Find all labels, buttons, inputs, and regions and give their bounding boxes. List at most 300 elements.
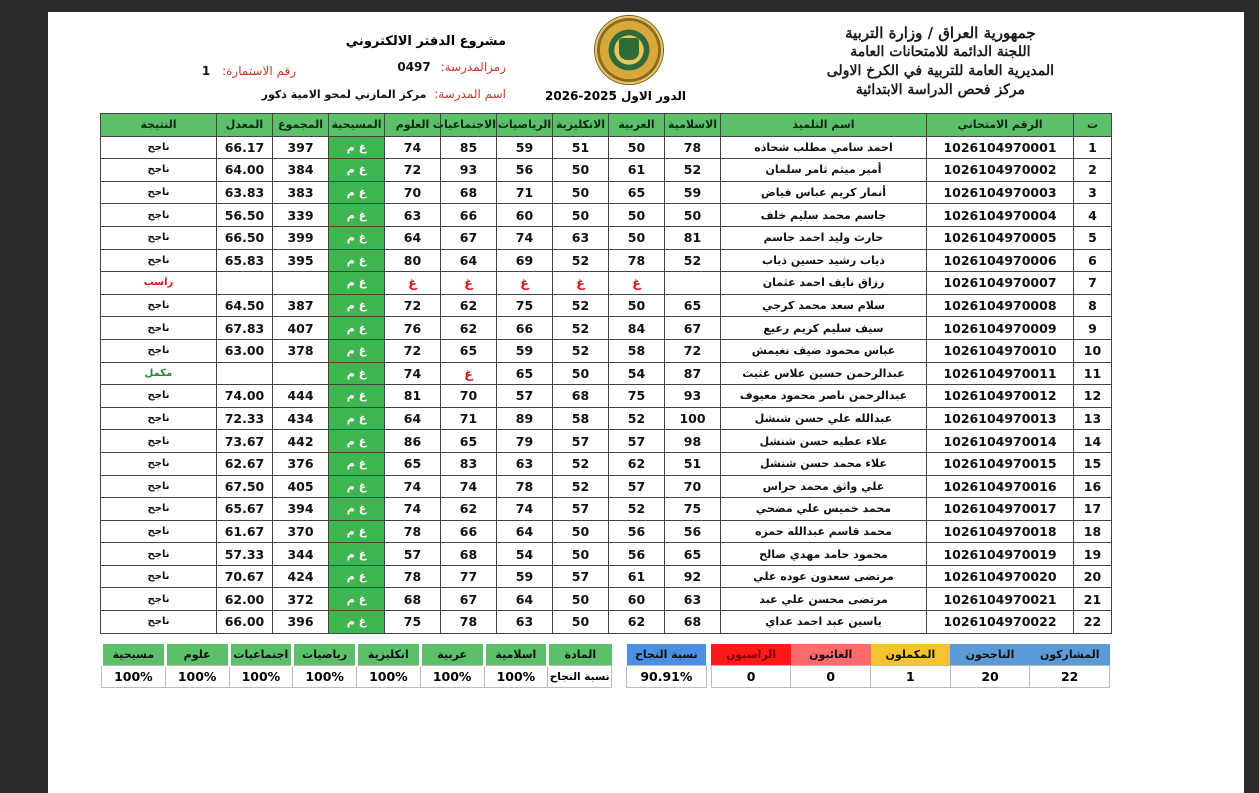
table-cell: 74.00 [217,385,273,408]
table-cell: ناجح [101,452,217,475]
table-cell: 71 [441,407,497,430]
table-cell: راسب [101,272,217,295]
table-cell: 1026104970015 [927,452,1074,475]
table-row [101,272,1112,295]
table-cell: 394 [273,498,329,521]
header-line-2: اللجنة الدائمة للامتحانات العامة [850,44,1031,60]
table-cell: غ [609,272,665,295]
table-cell: 22 [1074,611,1112,634]
table-cell: 65 [497,362,553,385]
table-cell: أنمار كريم عباس فياض [721,181,927,204]
subject-value: 100% [229,666,293,688]
table-cell: 75 [609,385,665,408]
table-cell: 66.17 [217,136,273,159]
table-cell: غ م [329,407,385,430]
table-cell: 52 [553,317,609,340]
table-cell: 75 [385,611,441,634]
table-cell: 1026104970010 [927,339,1074,362]
summary-header: الراسبون [711,644,791,666]
table-cell: 376 [273,452,329,475]
table-cell: 52 [553,475,609,498]
table-cell: 84 [609,317,665,340]
table-cell: 70 [665,475,721,498]
table-cell: 14 [1074,430,1112,453]
table-cell: 65 [385,452,441,475]
table-cell: 70.67 [217,565,273,588]
table-cell: 78 [385,520,441,543]
header-line-3: المديرية العامة للتربية في الكرخ الاولى [826,63,1054,79]
table-cell: 66 [497,317,553,340]
col-header: الاسلامية [665,114,721,137]
table-cell [665,272,721,295]
summary-value: 0 [711,666,791,688]
table-cell: 7 [1074,272,1112,295]
table-cell: مكمل [101,362,217,385]
subject-value: 100% [420,666,484,688]
col-header: العلوم [385,114,441,137]
table-cell: 15 [1074,452,1112,475]
subject-header: عربية [420,644,484,666]
table-row [101,588,1112,611]
table-cell: غ م [329,159,385,182]
table-cell: 68 [441,181,497,204]
table-row [101,362,1112,385]
subject-value: 100% [484,666,548,688]
table-cell: 62 [441,317,497,340]
table-cell: 339 [273,204,329,227]
table-cell: 57 [553,498,609,521]
table-cell: 78 [665,136,721,159]
table-cell: 50 [609,226,665,249]
table-cell: 4 [1074,204,1112,227]
table-cell: غ [385,272,441,295]
table-cell: 395 [273,249,329,272]
table-row [101,565,1112,588]
subject-header: المادة [548,644,612,666]
table-cell: محمود حامد مهدي صالح [721,543,927,566]
table-cell: سلام سعد محمد كرجي [721,294,927,317]
table-cell: 65 [665,294,721,317]
table-cell: 1026104970009 [927,317,1074,340]
table-cell: 76 [385,317,441,340]
table-cell: ناجح [101,407,217,430]
table-cell: 13 [1074,407,1112,430]
subject-header: مسيحية [102,644,166,666]
table-cell: 60 [497,204,553,227]
table-cell: 64 [385,226,441,249]
table-cell: 56 [665,520,721,543]
table-cell: 75 [665,498,721,521]
table-cell: ذياب رشيد حسين ذياب [721,249,927,272]
table-cell: 1026104970018 [927,520,1074,543]
table-cell: 65 [441,430,497,453]
table-cell: ناجح [101,136,217,159]
table-cell: 92 [665,565,721,588]
table-cell: 9 [1074,317,1112,340]
table-cell: 12 [1074,385,1112,408]
table-cell: ناجح [101,204,217,227]
table-cell: غ [497,272,553,295]
table-cell: ناجح [101,385,217,408]
table-cell: 57.33 [217,543,273,566]
table-cell: 68 [553,385,609,408]
table-cell: 1026104970022 [927,611,1074,634]
table-cell: 74 [385,475,441,498]
table-cell: غ م [329,430,385,453]
table-cell: 50 [553,362,609,385]
table-cell: 79 [497,430,553,453]
summary-header-row [627,644,1110,666]
subject-value: 100% [102,666,166,688]
table-cell: 21 [1074,588,1112,611]
summary-value: 90.91% [627,666,707,688]
col-header: الرقم الامتحاني [927,114,1074,137]
table-row [101,317,1112,340]
summary-value: 20 [950,666,1030,688]
summary-value-row [627,666,1110,688]
school-name-value: مركز المازني لمحو الامية ذكور [261,88,427,101]
table-cell: ناجح [101,475,217,498]
table-cell: محمد قاسم عبدالله حمزه [721,520,927,543]
table-cell: 64.50 [217,294,273,317]
summary-header: المكملون [871,644,951,666]
table-cell: 1026104970004 [927,204,1074,227]
table-cell: ناجح [101,498,217,521]
table-cell: 1026104970008 [927,294,1074,317]
table-cell: ناجح [101,159,217,182]
table-cell: 74 [385,362,441,385]
table-cell: 1026104970005 [927,226,1074,249]
table-cell: 62 [441,498,497,521]
table-cell: 74 [497,226,553,249]
table-cell: 3 [1074,181,1112,204]
table-cell: 63 [497,611,553,634]
table-cell: 63 [497,452,553,475]
table-cell: 63.83 [217,181,273,204]
summary-header: المشاركون [1030,644,1110,666]
table-cell: 72.33 [217,407,273,430]
table-cell: 50 [553,588,609,611]
col-header: المجموع [273,114,329,137]
school-code [397,60,506,74]
table-cell: 52 [609,498,665,521]
table-cell: 50 [665,204,721,227]
summary-table [626,644,1110,688]
table-cell: 378 [273,339,329,362]
table-cell: 56 [609,543,665,566]
table-cell: 70 [385,181,441,204]
table-row [101,475,1112,498]
col-header: العربية [609,114,665,137]
table-cell: 372 [273,588,329,611]
subject-header-row [102,644,612,666]
table-cell: 1026104970017 [927,498,1074,521]
table-cell: علاء محمد حسن شنشل [721,452,927,475]
table-row [101,430,1112,453]
subject-header: اسلامية [484,644,548,666]
summary-header: نسبة النجاح [627,644,707,666]
table-cell: ناجح [101,294,217,317]
table-cell: 65 [609,181,665,204]
table-cell: 1026104970007 [927,272,1074,295]
table-cell: 69 [497,249,553,272]
table-cell: 54 [497,543,553,566]
table-cell: 62 [609,452,665,475]
table-cell: 86 [385,430,441,453]
table-cell: 80 [385,249,441,272]
table-cell: 68 [665,611,721,634]
table-row [101,294,1112,317]
table-cell: غ م [329,475,385,498]
table-cell: 72 [385,159,441,182]
form-number-value: 1 [201,64,211,78]
table-cell: 62.67 [217,452,273,475]
table-cell: 66 [441,204,497,227]
col-header: الاجتماعيات [441,114,497,137]
table-cell: 98 [665,430,721,453]
table-cell: 65 [441,339,497,362]
table-cell: 64 [385,407,441,430]
table-cell: 52 [609,407,665,430]
table-cell: غ م [329,385,385,408]
table-cell: ياسين عبد احمد عداي [721,611,927,634]
table-cell: 71 [497,181,553,204]
table-cell: 51 [553,136,609,159]
table-cell: 63.00 [217,339,273,362]
subject-header: رياضيات [293,644,357,666]
table-cell: 68 [385,588,441,611]
table-row [101,520,1112,543]
table-cell: 74 [385,136,441,159]
table-cell: 6 [1074,249,1112,272]
table-cell: 67 [441,226,497,249]
summary-value: 1 [871,666,951,688]
subject-pass-table [100,644,612,688]
table-row [101,407,1112,430]
table-cell: مرتضى محسن علي عبد [721,588,927,611]
table-cell: 89 [497,407,553,430]
table-cell: 57 [497,385,553,408]
col-header: المسيحية [329,114,385,137]
table-cell: 11 [1074,362,1112,385]
table-cell: مرتضى سعدون عوده علي [721,565,927,588]
table-cell: 20 [1074,565,1112,588]
table-cell: 52 [553,452,609,475]
subject-header: انكليزية [357,644,421,666]
col-header: الرياضيات [497,114,553,137]
table-cell: 56 [609,520,665,543]
table-cell: 62.00 [217,588,273,611]
table-cell: 50 [553,159,609,182]
table-cell: 50 [553,611,609,634]
table-cell: 73.67 [217,430,273,453]
table-cell: 56.50 [217,204,273,227]
table-cell: 67.83 [217,317,273,340]
table-cell: 1026104970012 [927,385,1074,408]
table-cell: 8 [1074,294,1112,317]
table-cell: 64.00 [217,159,273,182]
table-cell: غ م [329,204,385,227]
form-number [202,64,296,78]
table-cell: 65.67 [217,498,273,521]
table-cell: 442 [273,430,329,453]
table-cell: غ [553,272,609,295]
col-header: النتيجة [101,114,217,137]
table-cell: 59 [665,181,721,204]
table-cell: 66 [441,520,497,543]
col-header: ت [1074,114,1112,137]
table-cell: 57 [609,430,665,453]
table-cell: 83 [441,452,497,475]
table-cell: جاسم محمد سليم خلف [721,204,927,227]
table-cell: 78 [497,475,553,498]
subject-header: اجتماعيات [229,644,293,666]
table-cell: 74 [497,498,553,521]
table-cell: 1026104970020 [927,565,1074,588]
table-cell: 1026104970011 [927,362,1074,385]
table-row [101,543,1112,566]
school-name [262,87,506,101]
table-cell: 81 [665,226,721,249]
table-header-row [101,114,1112,137]
subject-value: نسبة النجاح [548,666,612,688]
table-cell: 81 [385,385,441,408]
table-cell: 67 [665,317,721,340]
table-cell: 64 [441,249,497,272]
report-sheet [48,12,1244,793]
table-cell: عبدالرحمن ناصر محمود معيوف [721,385,927,408]
table-cell: 1026104970001 [927,136,1074,159]
table-cell: 70 [441,385,497,408]
ministry-logo-icon [595,16,663,84]
table-cell: 50 [609,294,665,317]
header-line-1: جمهورية العراق / وزارة التربية [845,24,1036,42]
table-row [101,204,1112,227]
table-cell: 1026104970014 [927,430,1074,453]
table-cell: 78 [385,565,441,588]
summary-header: الغائبون [791,644,871,666]
subject-value-row [102,666,612,688]
table-row [101,181,1112,204]
table-cell: أمير ميثم ثامر سلمان [721,159,927,182]
table-cell: غ م [329,136,385,159]
table-cell: 77 [441,565,497,588]
summary-value: 0 [791,666,871,688]
table-row [101,159,1112,182]
table-cell [273,362,329,385]
table-cell: 72 [385,294,441,317]
table-cell: 63 [665,588,721,611]
ministry-header [827,24,1054,100]
table-cell: 17 [1074,498,1112,521]
school-code-label: رمزالمدرسة: [440,60,506,74]
table-cell: 52 [665,249,721,272]
summary-header: الناجحون [950,644,1030,666]
table-cell: 62 [609,611,665,634]
project-title: مشروع الدفتر الالكتروني [345,34,506,49]
table-cell: 60 [609,588,665,611]
subject-value: 100% [165,666,229,688]
table-cell: 19 [1074,543,1112,566]
table-cell: 1026104970006 [927,249,1074,272]
table-cell: 85 [441,136,497,159]
table-cell: حارث وليد احمد جاسم [721,226,927,249]
table-cell: ناجح [101,226,217,249]
table-cell: 1026104970019 [927,543,1074,566]
table-cell: 5 [1074,226,1112,249]
form-number-label: رقم الاستمارة: [222,64,296,78]
table-cell: ناجح [101,520,217,543]
table-cell: 370 [273,520,329,543]
table-cell: 52 [665,159,721,182]
table-row [101,452,1112,475]
table-cell: غ م [329,452,385,475]
table-cell: ناجح [101,339,217,362]
table-cell: محمد خميس علي مضحي [721,498,927,521]
table-cell: 16 [1074,475,1112,498]
subject-value: 100% [357,666,421,688]
table-cell: 52 [553,249,609,272]
table-cell: 67.50 [217,475,273,498]
table-cell [273,272,329,295]
table-cell: 56 [497,159,553,182]
table-cell: 50 [553,204,609,227]
table-cell: 72 [665,339,721,362]
table-cell: غ م [329,226,385,249]
table-cell: غ م [329,339,385,362]
table-cell: علاء عطيه حسن شنشل [721,430,927,453]
table-cell: 434 [273,407,329,430]
table-cell: 93 [665,385,721,408]
table-cell: 65 [665,543,721,566]
table-cell: 405 [273,475,329,498]
table-cell: 61.67 [217,520,273,543]
table-cell: 50 [553,543,609,566]
table-cell: ناجح [101,543,217,566]
table-cell: غ م [329,588,385,611]
table-cell: 66.00 [217,611,273,634]
table-cell: رزاق نايف احمد عثمان [721,272,927,295]
table-cell: 57 [609,475,665,498]
table-cell: غ م [329,611,385,634]
table-cell: 52 [553,339,609,362]
table-row [101,611,1112,634]
table-cell: 51 [665,452,721,475]
table-cell: 58 [553,407,609,430]
table-cell: 407 [273,317,329,340]
table-cell: 57 [385,543,441,566]
table-cell: 1026104970002 [927,159,1074,182]
school-name-label: اسم المدرسة: [434,87,506,101]
table-cell: 100 [665,407,721,430]
table-cell: غ [441,362,497,385]
table-cell: احمد سامي مطلب شحاذه [721,136,927,159]
table-cell: 1026104970021 [927,588,1074,611]
table-cell: غ م [329,362,385,385]
table-cell: 67 [441,588,497,611]
table-cell: 59 [497,339,553,362]
table-cell: 424 [273,565,329,588]
table-cell: 63 [553,226,609,249]
table-cell: غ [441,272,497,295]
gap [706,644,711,666]
table-cell: 50 [609,136,665,159]
table-cell: غ م [329,272,385,295]
table-cell: 50 [609,204,665,227]
subject-value: 100% [293,666,357,688]
table-cell: 78 [609,249,665,272]
table-cell: 1026104970003 [927,181,1074,204]
